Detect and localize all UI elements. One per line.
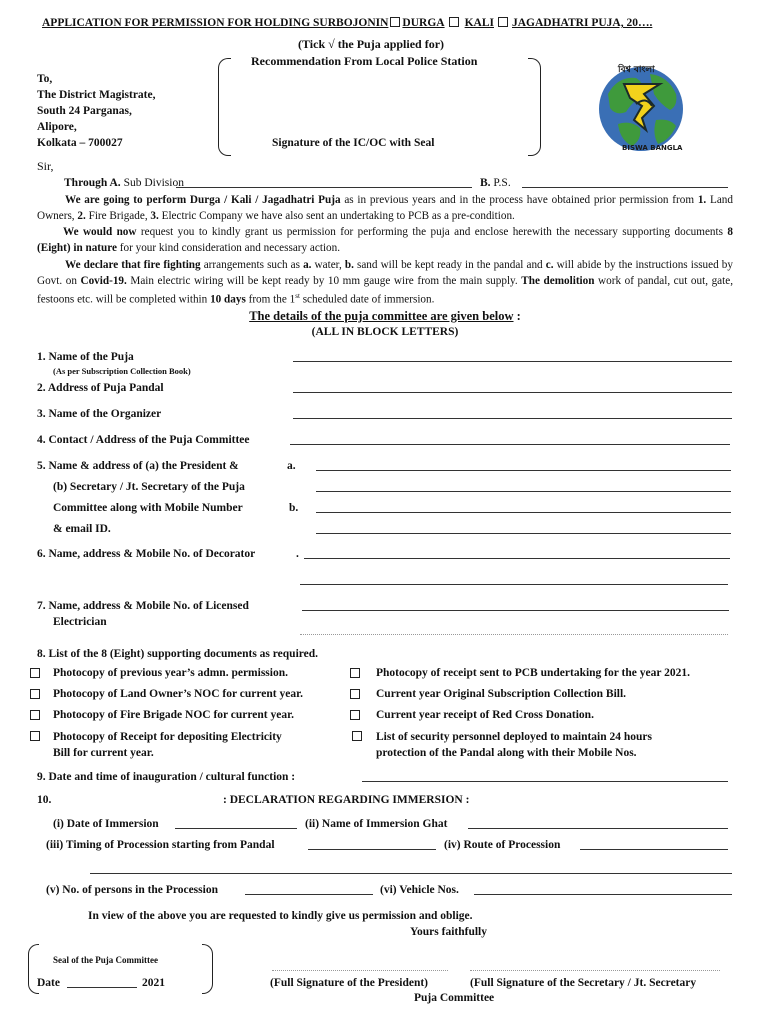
- doc-item-2: Photocopy of receipt sent to PCB undertaking for the year 2021.: [376, 667, 690, 679]
- field-1-sublabel: (As per Subscription Collection Book): [53, 366, 191, 376]
- field-6-label: 6. Name, address & Mobile No. of Decorator: [37, 548, 256, 560]
- para3-text: arrangements such as: [200, 259, 304, 271]
- field-5d-label: & email ID.: [53, 523, 111, 535]
- doc-item-1: Photocopy of previous year’s admn. permission.: [53, 667, 289, 679]
- puja-committee-label: Puja Committee: [414, 992, 495, 1004]
- secretary-field-2[interactable]: [316, 533, 731, 534]
- para3-tb: sand will be kept ready in the pandal and: [353, 259, 546, 271]
- address-line-4: Alipore,: [37, 121, 77, 133]
- field-5b-label: (b) Secretary / Jt. Secretary of the Puja: [53, 481, 245, 493]
- pandal-address-field[interactable]: [293, 392, 732, 393]
- para3-days: 10 days: [210, 293, 246, 306]
- seal-box-right: [202, 944, 213, 994]
- electrician-field-2[interactable]: [300, 634, 728, 635]
- decorator-field[interactable]: [304, 558, 730, 559]
- title-durga: DURGA: [402, 17, 445, 29]
- vehicle-nos-label: (vi) Vehicle Nos.: [380, 884, 459, 896]
- doc-checkbox-3[interactable]: [30, 689, 40, 699]
- president-field-2[interactable]: [316, 491, 731, 492]
- para3-c: c.: [545, 259, 554, 271]
- procession-route-label: (iv) Route of Procession: [444, 839, 561, 851]
- immersion-ghat-label: (ii) Name of Immersion Ghat: [305, 818, 448, 830]
- doc-checkbox-6[interactable]: [350, 710, 360, 720]
- para3-tg: scheduled date of immersion.: [299, 293, 435, 306]
- persons-count-field[interactable]: [245, 894, 373, 895]
- seal-label: Seal of the Puja Committee: [53, 955, 158, 965]
- paragraph-2: [37, 225, 733, 256]
- para2-text: request you to kindly grant us permission for performing the puja and enclose herewith the necessary supporting documents: [136, 226, 728, 238]
- procession-route-field[interactable]: [580, 849, 728, 850]
- doc-item-6: Current year receipt of Red Cross Donation.: [376, 709, 594, 721]
- vehicle-nos-field[interactable]: [474, 894, 732, 895]
- details-heading: [0, 309, 770, 323]
- para2-text-b: for your kind consideration and necessary action.: [116, 241, 341, 254]
- secretary-signature-line[interactable]: [470, 970, 720, 971]
- para3-bold: We declare that fire fighting: [65, 259, 201, 271]
- doc-checkbox-1[interactable]: [30, 668, 40, 678]
- doc-item-4: Current year Original Subscription Collection Bill.: [376, 688, 627, 700]
- address-line-5: Kolkata – 700027: [37, 137, 123, 149]
- procession-route-field-2[interactable]: [90, 873, 732, 874]
- details-heading-colon: :: [513, 309, 521, 323]
- salutation: Sir,: [37, 159, 54, 173]
- para3-covid: Covid-19.: [80, 274, 127, 287]
- para3-b: b.: [344, 259, 354, 271]
- recommendation-box-left: [218, 58, 231, 156]
- decorator-field-2[interactable]: [300, 584, 728, 585]
- president-field[interactable]: [316, 470, 731, 471]
- field-7b-label: Electrician: [53, 616, 107, 628]
- paragraph-3: [37, 258, 733, 308]
- closing-request: In view of the above you are requested to kindly give us permission and oblige.: [88, 910, 473, 922]
- title-jagadhatri: JAGADHATRI PUJA, 20….: [512, 17, 653, 29]
- recommendation-label: Recommendation From Local Police Station: [251, 54, 478, 68]
- field-5c-mark: b.: [289, 502, 299, 514]
- para3-tc: will abide by the instructions issued by Govt. on: [37, 259, 733, 287]
- details-heading-text: The details of the puja committee are given below: [249, 309, 514, 323]
- address-line-3: South 24 Parganas,: [37, 105, 132, 117]
- field-2-label: 2. Address of Puja Pandal: [37, 382, 164, 394]
- field-5a-label: 5. Name & address of (a) the President &: [37, 460, 239, 472]
- checkbox-durga[interactable]: [449, 17, 459, 27]
- doc-checkbox-2[interactable]: [350, 668, 360, 678]
- doc-checkbox-7[interactable]: [30, 731, 40, 741]
- date-year: 2021: [142, 977, 165, 989]
- doc-item-7-line1: Photocopy of Receipt for depositing Electricity: [53, 731, 282, 743]
- doc-item-8-line2: protection of the Pandal along with their Mobile Nos.: [376, 747, 637, 759]
- para1-n1: 1.: [697, 194, 707, 206]
- logo-bottom-text: BISWA BANGLA: [622, 144, 683, 152]
- title-text: APPLICATION FOR PERMISSION FOR HOLDING SURBOJONIN: [42, 17, 389, 29]
- committee-contact-field[interactable]: [290, 444, 730, 445]
- para3-td: Main electric wiring will be kept ready by 10 mm gauge wire from the main supply.: [126, 274, 522, 287]
- field-10-number: 10.: [37, 794, 52, 806]
- doc-item-3: Photocopy of Land Owner’s NOC for current year.: [53, 688, 303, 700]
- tick-note: (Tick √ the Puja applied for): [298, 37, 445, 51]
- police-station-field[interactable]: [522, 187, 728, 188]
- logo-top-text: বিশ্ব বাংলা: [618, 65, 655, 75]
- through-a-label: Through A.: [64, 177, 121, 189]
- ic-signature-label: Signature of the IC/OC with Seal: [272, 137, 435, 149]
- form-title: [42, 16, 652, 30]
- doc-checkbox-8[interactable]: [352, 731, 362, 741]
- field-9-label: 9. Date and time of inauguration / cultural function :: [37, 771, 296, 783]
- para3-the: The demolition: [521, 274, 595, 287]
- persons-count-label: (v) No. of persons in the Procession: [46, 884, 218, 896]
- biswa-bangla-logo: [596, 54, 686, 174]
- secretary-signature-label: (Full Signature of the Secretary / Jt. Secretary: [470, 977, 697, 989]
- through-b-label: B.: [480, 177, 491, 189]
- para3-ta: water,: [311, 259, 345, 271]
- field-5a-mark: a.: [287, 460, 296, 472]
- ps-label: P.S.: [493, 177, 511, 189]
- para3-st: st: [295, 292, 300, 300]
- organizer-name-field[interactable]: [293, 418, 732, 419]
- doc-item-8-line1: List of security personnel deployed to maintain 24 hours: [376, 731, 653, 743]
- field-3-label: 3. Name of the Organizer: [37, 408, 162, 420]
- field-4-label: 4. Contact / Address of the Puja Committee: [37, 434, 250, 446]
- inauguration-field[interactable]: [362, 781, 728, 782]
- doc-checkbox-4[interactable]: [350, 689, 360, 699]
- paragraph-1: [37, 193, 733, 224]
- para1-t1: Land Owners,: [37, 194, 733, 222]
- para2-bold: We would now: [63, 226, 137, 238]
- address-line-1: To,: [37, 73, 53, 85]
- para2-bold-mid: 8 (Eight) in nature: [37, 226, 733, 254]
- para1-t2: Fire Brigade,: [85, 209, 151, 222]
- electrician-field[interactable]: [302, 610, 729, 611]
- puja-name-field[interactable]: [293, 361, 732, 362]
- procession-timing-field[interactable]: [308, 849, 436, 850]
- para1-bold: We are going to perform Durga / Kali / Jagadhatri Puja: [65, 194, 341, 206]
- president-signature-line[interactable]: [272, 970, 448, 971]
- field-1-label: 1. Name of the Puja: [37, 351, 134, 363]
- para1-text: as in previous years and in the process have obtained prior permission from: [340, 194, 698, 206]
- doc-checkbox-5[interactable]: [30, 710, 40, 720]
- doc-item-5: Photocopy of Fire Brigade NOC for current year.: [53, 709, 295, 721]
- field-7a-label: 7. Name, address & Mobile No. of Licensed: [37, 600, 249, 612]
- through-line: [64, 176, 184, 190]
- field-8-label: 8. List of the 8 (Eight) supporting documents as required.: [37, 648, 319, 660]
- sub-division-label: Sub Division: [123, 177, 184, 189]
- para1-n3: 3.: [150, 209, 159, 222]
- title-kali: KALI: [464, 17, 494, 29]
- ps-label-wrap: [480, 176, 511, 190]
- para1-n2: 2.: [77, 209, 86, 222]
- sub-division-field[interactable]: [176, 187, 472, 188]
- immersion-heading: : DECLARATION REGARDING IMMERSION :: [223, 794, 470, 806]
- procession-timing-label: (iii) Timing of Procession starting from Pandal: [46, 839, 275, 851]
- checkbox-surbojonin[interactable]: [390, 17, 400, 27]
- recommendation-box-right: [528, 58, 541, 156]
- field-5c-label: Committee along with Mobile Number: [53, 502, 243, 514]
- checkbox-kali[interactable]: [498, 17, 508, 27]
- president-signature-label: (Full Signature of the President): [270, 977, 429, 989]
- date-label: Date: [37, 977, 60, 989]
- para1-t3: Electric Company we have also sent an undertaking to PCB as a pre-condition.: [158, 209, 515, 222]
- para3-a: a.: [303, 259, 312, 271]
- secretary-field[interactable]: [316, 512, 731, 513]
- block-letters-note: (ALL IN BLOCK LETTERS): [311, 326, 459, 338]
- para3-tf: from the 1: [245, 293, 296, 306]
- field-6-mark: .: [296, 548, 299, 560]
- immersion-date-label: (i) Date of Immersion: [53, 818, 159, 830]
- doc-item-7-line2: Bill for current year.: [53, 747, 154, 759]
- date-field[interactable]: [67, 987, 137, 988]
- immersion-date-field[interactable]: [175, 828, 297, 829]
- immersion-ghat-field[interactable]: [468, 828, 728, 829]
- yours-faithfully: Yours faithfully: [410, 926, 487, 938]
- para3-te: work of pandal, cut out, gate, festoons etc. will be completed within: [37, 274, 733, 306]
- address-line-2: The District Magistrate,: [37, 89, 156, 101]
